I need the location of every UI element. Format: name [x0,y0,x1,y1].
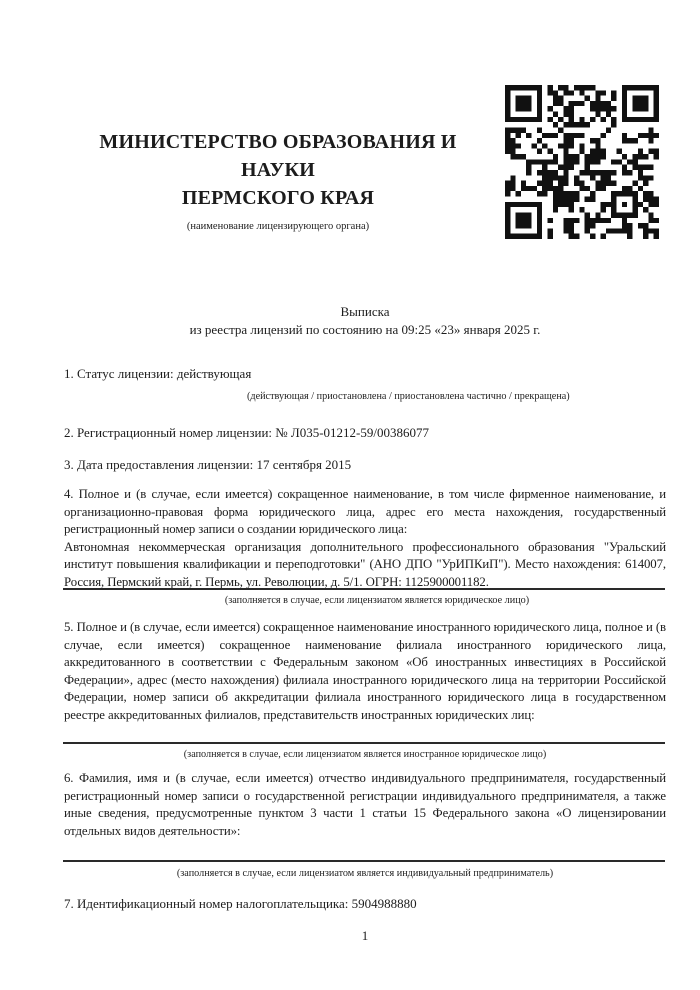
document-title-block [64,303,666,338]
ministry-title-line1: МИНИСТЕРСТВО ОБРАЗОВАНИЯ И НАУКИ [99,131,457,181]
extract-date-line: из реестра лицензий по состоянию на 09:25 «23» января 2025 г. [189,321,541,337]
foreign-entity-heading: 5. Полное и (в случае, если имеется) сокращенное наименование иностранного юридического лица, полное и (в случае, если имеется) сокращенное наименование филиала иностранного юридического лица, аккредитованного в соответствии с Федеральным законом «Об иностранных инвестициях в Российской Федерации», адрес (место нахождения) филиала иностранного юридического лица на территории Российской Федерации, номер записи об аккредитации филиала иностранного юридического лица в государственном реестре аккредитованных филиалов, представительств иностранных юридических лиц: [64,620,666,722]
registration-number-line: 2. Регистрационный номер лицензии: № Л035-01212-59/00386077 [64,425,430,440]
ministry-caption: (наименование лицензирующего органа) [186,221,370,232]
entrepreneur-caption: (заполняется в случае, если лицензиатом является индивидуальный предприниматель) [176,868,554,879]
entrepreneur-heading: 6. Фамилия, имя и (в случае, если имеется) отчество индивидуального предпринимателя, государственный регистрационный номер записи о государственной регистрации индивидуального предпринимателя, а также иные сведения, предусмотренные пунктом 3 части 1 статьи 15 Федерального закона «О лицензировании отдельных видов деятельности»: [64,771,666,838]
qr-code-icon [505,85,659,239]
page-number: 1 [361,928,369,943]
legal-entity-value: Автономная некоммерческая организация дополнительного профессионального образования "Уральский институт повышения квалификации и переподготовки" (АНО ДПО "УрИПКиП"). Место нахождения: 614007, Россия, Пермский край, г. Пермь, ул. Революции, д. 5/1. ОГРН: 1125900001182. [64,539,666,589]
foreign-entity-caption: (заполняется в случае, если лицензиатом является иностранное юридическое лицо) [183,749,547,760]
entrepreneur-blank-rule [63,860,665,862]
license-status-line: 1. Статус лицензии: действующая [64,366,252,381]
ministry-title-line2: ПЕРМСКОГО КРАЯ [181,187,375,209]
legal-entity-underline [63,588,665,590]
foreign-entity-section [64,619,666,724]
legal-entity-caption: (заполняется в случае, если лицензиатом является юридическое лицо) [224,595,530,606]
foreign-entity-blank-rule [63,742,665,744]
license-grant-date-line: 3. Дата предоставления лицензии: 17 сентября 2015 [64,457,352,472]
entrepreneur-section [64,770,666,840]
extract-title: Выписка [340,304,390,319]
taxpayer-id-line: 7. Идентификационный номер налогоплательщика: 5904988880 [64,896,417,911]
legal-entity-heading: 4. Полное и (в случае, если имеется) сокращенное наименование, в том числе фирменное наименование, и организационно-правовая форма юридического лица, адрес его места нахождения, государственный регистрационный номер записи о создании юридического лица: [64,487,666,536]
status-options-caption: (действующая / приостановлена / приостановлена частично / прекращена) [247,391,570,402]
licensing-authority-header [64,128,492,233]
legal-entity-section [64,486,666,591]
